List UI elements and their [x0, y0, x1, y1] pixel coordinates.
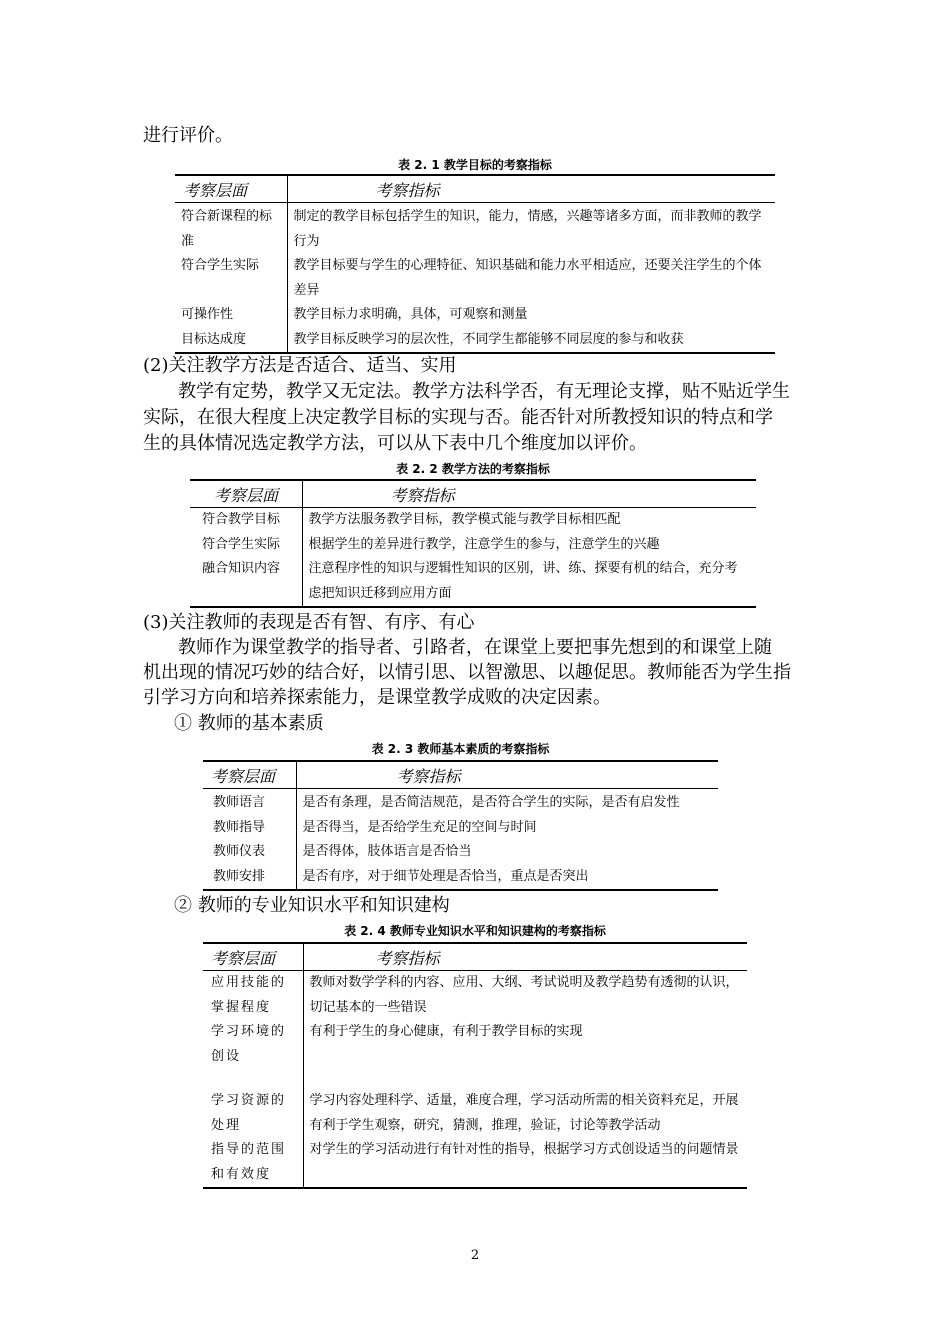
table3-level: 教师仪表	[203, 840, 296, 865]
table3	[203, 760, 718, 891]
table4-level: 指导的范围和有效度	[203, 1138, 303, 1188]
table4-indicator: 对学生的学习活动进行有针对性的指导，根据学习方式创设适当的问题情景	[303, 1138, 747, 1188]
table2-indicator: 根据学生的差异进行教学，注意学生的参与，注意学生的兴趣	[308, 536, 660, 552]
intro-line: 进行评价。	[143, 125, 233, 146]
table-row	[190, 508, 756, 533]
table2-indicator: 教学方法服务教学目标，教学模式能与教学目标相匹配	[308, 512, 621, 527]
table1-level: 符合新课程的标准	[175, 203, 287, 255]
section3-sub1: ① 教师的基本素质	[174, 713, 324, 734]
table2-indicator: 注意程序性的知识与逻辑性知识的区别，讲、练、探要有机的结合，充分考虑把知识迁移到应用方面	[302, 557, 756, 607]
table4-caption: 表 2. 4 教师专业知识水平和知识建构的考察指标	[344, 924, 606, 938]
table3-header-level: 考察层面	[203, 761, 296, 789]
table4-level: 应用技能的掌握程度	[203, 971, 303, 1021]
table1-indicator: 教学目标力求明确，具体，可观察和测量	[293, 307, 528, 322]
table-row	[175, 203, 775, 255]
table2-header-level: 考察层面	[190, 480, 302, 508]
table1	[175, 174, 775, 354]
table4	[203, 942, 747, 1189]
table1-indicator: 教学目标要与学生的心理特征、知识基础和能力水平相适应，还要关注学生的个体差异	[293, 258, 762, 298]
table-row	[203, 971, 747, 1021]
table3-indicator: 是否有序，对于细节处理是否恰当，重点是否突出	[296, 865, 718, 891]
table3-level: 教师指导	[203, 816, 296, 841]
table3-header-indicator: 考察指标	[296, 761, 718, 789]
section3-line: 机出现的情况巧妙的结合好，以情引思、以智激思、以趣促思。教师能否为学生指	[143, 662, 791, 683]
section3-line: 教师作为课堂教学的指导者、引路者，在课堂上要把事先想到的和课堂上随	[178, 637, 772, 658]
table4-header-level: 考察层面	[203, 943, 303, 971]
table-row	[203, 865, 718, 891]
table-row	[175, 254, 775, 303]
section3-sub2: ② 教师的专业知识水平和知识建构	[174, 895, 450, 916]
section2-heading: (2)关注教学方法是否适合、适当、实用	[143, 355, 457, 376]
table4-indicator: 有利于学生的身心健康，有利于教学目标的实现	[309, 1024, 583, 1039]
table2-level: 符合教学目标	[190, 508, 302, 533]
table1-caption: 表 2. 1 教学目标的考察指标	[398, 158, 552, 172]
table2-level: 符合学生实际	[190, 533, 302, 558]
table1-level: 可操作性	[175, 303, 287, 328]
table-row	[203, 1138, 747, 1188]
table-row	[203, 1020, 747, 1069]
table4-level: 学习资源的处理	[203, 1069, 303, 1138]
table-row	[190, 533, 756, 558]
section3-heading: (3)关注教师的表现是否有智、有序、有心	[143, 612, 475, 633]
table2-caption: 表 2. 2 教学方法的考察指标	[396, 462, 550, 476]
table-row	[203, 1069, 747, 1138]
table1-indicator: 教学目标反映学习的层次性，不同学生都能够不同层度的参与和收获	[287, 328, 775, 354]
table1-header-indicator: 考察指标	[287, 175, 775, 203]
table3-indicator: 是否得体，肢体语言是否恰当	[302, 844, 472, 859]
table4-indicator: 教师对数学学科的内容、应用、大纲、考试说明及教学趋势有透彻的认识，切记基本的一些错误	[309, 975, 739, 1015]
table3-level: 教师语言	[203, 789, 296, 816]
page-number: 2	[470, 1248, 480, 1263]
table-row	[203, 816, 718, 841]
table4-header-indicator: 考察指标	[303, 943, 747, 971]
table2-header-indicator: 考察指标	[302, 480, 756, 508]
section2-line: 生的具体情况选定教学方法，可以从下表中几个维度加以评价。	[143, 433, 647, 454]
table3-indicator: 是否有条理，是否简洁规范，是否符合学生的实际，是否有启发性	[302, 795, 680, 810]
table-row	[203, 789, 718, 816]
table4-level: 学习环境的创设	[203, 1020, 303, 1069]
section3-line: 引学习方向和培养探索能力，是课堂教学成败的决定因素。	[143, 687, 611, 708]
section2-line: 实际，在很大程度上决定教学目标的实现与否。能否针对所教授知识的特点和学	[143, 407, 773, 428]
table3-level: 教师安排	[203, 865, 296, 891]
table-row	[175, 303, 775, 328]
table3-caption: 表 2. 3 教师基本素质的考察指标	[371, 742, 550, 756]
table-row	[203, 840, 718, 865]
table1-header-level: 考察层面	[175, 175, 287, 203]
table2-level: 融合知识内容	[190, 557, 302, 607]
table3-indicator: 是否得当，是否给学生充足的空间与时间	[302, 819, 537, 835]
section2-line: 教学有定势，教学又无定法。教学方法科学否，有无理论支撑，贴不贴近学生	[178, 381, 790, 402]
table1-level: 符合学生实际	[175, 254, 287, 303]
table-row	[190, 557, 756, 607]
table4-indicator: 学习内容处理科学、适量，难度合理，学习活动所需的相关资料充足，开展有利于学生观察，研究，猜测，推理，验证，讨论等教学活动	[309, 1093, 739, 1133]
table1-level: 目标达成度	[175, 328, 287, 354]
table1-indicator: 制定的教学目标包括学生的知识，能力，情感，兴趣等诸多方面，而非教师的教学行为	[293, 209, 762, 249]
table-row	[175, 328, 775, 354]
table2	[190, 479, 756, 608]
